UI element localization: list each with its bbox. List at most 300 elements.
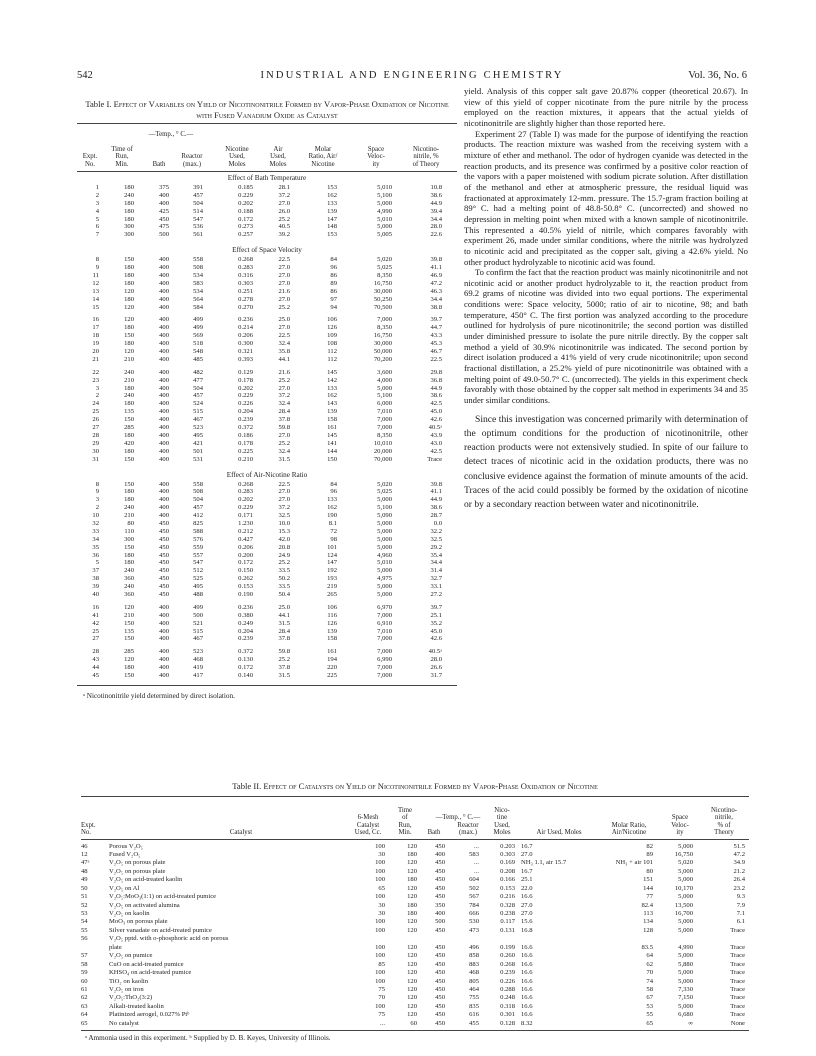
table-cell: 515 <box>193 408 203 416</box>
table-cell: 30 <box>92 447 99 455</box>
table-row <box>77 288 457 296</box>
table-cell: 13,500 <box>674 901 693 909</box>
table-cell: 419 <box>193 664 203 672</box>
table-cell: 240 <box>124 567 134 575</box>
table-cell: 27.0 <box>278 384 290 392</box>
table-cell: 12 <box>81 850 88 858</box>
table-row <box>77 440 457 448</box>
table-cell: 4,990 <box>678 943 693 951</box>
table-cell: 47.2 <box>733 850 745 858</box>
table-cell: 120 <box>407 969 417 977</box>
table-cell: 0.128 <box>500 1019 515 1027</box>
table-cell: 883 <box>469 960 479 968</box>
table-cell: 45.0 <box>430 627 442 635</box>
table-row <box>81 910 749 918</box>
table-cell: 27 <box>92 424 99 432</box>
table-cell: 80 <box>646 867 653 875</box>
table-1-section-title: Effect of Bath Temperature <box>227 174 307 182</box>
table-cell: 10,170 <box>674 884 693 892</box>
table-cell: 44.9 <box>430 496 442 504</box>
table-cell: 180 <box>124 384 134 392</box>
table-cell: 29 <box>92 439 99 447</box>
table-cell: 150 <box>124 671 134 679</box>
t2-col-nitrile: Nicotino- nitrile, % of Theory <box>710 806 738 837</box>
table-cell: 450 <box>159 559 169 567</box>
table-cell: 400 <box>159 355 169 363</box>
table-cell: 180 <box>124 488 134 496</box>
table-cell: 8,350 <box>377 431 392 439</box>
table-cell: 0.283 <box>238 488 253 496</box>
t2-col-mesh: 6-Mesh Catalyst Used, Cc. <box>354 814 382 837</box>
table-cell: 6.1 <box>736 918 745 926</box>
table-cell: 42.6 <box>430 416 442 424</box>
table-cell: 450 <box>159 543 169 551</box>
table-cell: V₂O₅ on activated alumina <box>109 901 180 909</box>
table-cell: 53 <box>646 1002 653 1010</box>
table-cell: 120 <box>124 348 134 356</box>
table-cell: 89 <box>646 850 653 858</box>
table-cell: 33.5 <box>278 583 290 591</box>
table-cell: 360 <box>124 575 134 583</box>
table-cell: 360 <box>124 590 134 598</box>
table-cell: 0.210 <box>238 455 253 463</box>
table-cell: 161 <box>327 424 337 432</box>
table-cell: 534 <box>193 287 203 295</box>
table-row <box>77 648 457 656</box>
table-cell: 400 <box>159 447 169 455</box>
table-cell: 450 <box>435 884 445 892</box>
table-cell: 523 <box>193 648 203 656</box>
table-cell: 0.249 <box>238 619 253 627</box>
table-cell: 84 <box>330 256 337 264</box>
table-cell: 41.1 <box>430 264 442 272</box>
table-cell: 180 <box>124 559 134 567</box>
table-cell: 5,020 <box>678 859 693 867</box>
table-cell: 30 <box>378 901 385 909</box>
table-cell: 475 <box>159 223 169 231</box>
table-cell: 0.140 <box>238 671 253 679</box>
table-cell: 499 <box>193 316 203 324</box>
table-cell: 124 <box>327 551 337 559</box>
table-cell: 86 <box>330 272 337 280</box>
table-cell: 7,000 <box>377 424 392 432</box>
table-cell: 5,000 <box>678 842 693 850</box>
table-1-title: Effect of Variables on Yield of Nicotinonitrile Formed by Vapor-Phase Oxidation of Nicotine with Fused Vanadium Oxide as Catalyst <box>113 99 449 120</box>
table-cell: 0.117 <box>500 918 515 926</box>
table-cell: 240 <box>124 583 134 591</box>
table-cell: 464 <box>469 985 479 993</box>
table-cell: 0.214 <box>238 324 253 332</box>
table-cell: 27.0 <box>521 850 533 858</box>
table-cell: 4,975 <box>377 575 392 583</box>
table-cell: 5,100 <box>377 504 392 512</box>
table-cell: 36.8 <box>430 376 442 384</box>
table-row <box>81 859 749 867</box>
col-space: Space Veloc- ity <box>367 145 385 168</box>
table-cell: 0.300 <box>238 340 253 348</box>
table-cell: 180 <box>124 272 134 280</box>
table-cell: 23 <box>92 376 99 384</box>
table-cell: 450 <box>435 867 445 875</box>
table-cell: 583 <box>193 279 203 287</box>
table-cell: 40.5 <box>278 223 290 231</box>
table-cell: 16,700 <box>674 910 693 917</box>
table-cell: 4 <box>95 207 99 215</box>
table-cell: 0.186 <box>238 431 253 439</box>
table-cell: 100 <box>375 867 385 875</box>
table-cell: 6,970 <box>377 603 392 611</box>
table-cell: 46.9 <box>430 272 442 280</box>
table-2-footnote: ᵃ Ammonia used in this experiment. ᵇ Supplied by D. B. Keyes, University of Illinois. <box>85 1034 331 1043</box>
table-cell: 0.301 <box>500 1011 515 1019</box>
table-cell: 502 <box>469 884 479 892</box>
table-cell: 5,000 <box>678 977 693 985</box>
table-cell: 34.9 <box>733 859 745 867</box>
table-cell: 0.200 <box>238 551 253 559</box>
table-cell: 180 <box>407 910 417 917</box>
table-cell: 0.0 <box>433 519 442 527</box>
table-row <box>81 1020 749 1028</box>
table-cell: 0.268 <box>238 256 253 264</box>
table-cell: 477 <box>193 376 203 384</box>
table-cell: 0.204 <box>238 408 253 416</box>
table-cell: 500 <box>159 231 169 239</box>
table-1-bottom-rule <box>77 685 457 686</box>
table-cell: 557 <box>193 551 203 559</box>
table-cell: 75 <box>378 1011 385 1019</box>
table-cell: 16.6 <box>521 994 533 1002</box>
table-cell: 0.169 <box>500 859 515 867</box>
table-cell: 5,000 <box>678 969 693 977</box>
table-cell: 220 <box>327 664 337 672</box>
table-cell: 116 <box>327 611 337 619</box>
table-cell: 27.0 <box>278 431 290 439</box>
table-cell: Trace <box>730 969 745 977</box>
table-cell: 450 <box>159 567 169 575</box>
table-cell: 8.1 <box>328 519 337 527</box>
table-1-group <box>77 648 457 680</box>
table-cell: 400 <box>159 424 169 432</box>
table-cell: 16,750 <box>373 332 392 340</box>
table-cell: 86 <box>330 287 337 295</box>
table-cell: 5,000 <box>678 893 693 901</box>
table-cell: 120 <box>407 943 417 951</box>
table-cell: 120 <box>124 316 134 324</box>
table-cell: 10.8 <box>430 184 442 191</box>
table-cell: 219 <box>327 583 337 591</box>
table-cell: TiO₂ on kaolin <box>109 977 149 985</box>
table-cell: 28.0 <box>430 223 442 231</box>
table-cell: 32.5 <box>278 512 290 520</box>
table-cell: 109 <box>327 332 337 340</box>
table-row <box>77 620 457 628</box>
table-cell: 22.5 <box>278 332 290 340</box>
table-cell: 0.229 <box>238 392 253 400</box>
table-cell: 450 <box>435 985 445 993</box>
col-expt: Expt. No. <box>82 153 98 168</box>
table-cell: 564 <box>193 295 203 303</box>
table-cell: 504 <box>193 496 203 504</box>
table-row <box>77 672 457 680</box>
table-cell: 0.129 <box>238 368 253 376</box>
table-cell: 38.6 <box>430 191 442 199</box>
table-cell: 120 <box>407 960 417 968</box>
table-row <box>81 969 749 977</box>
table-cell: V₂O₅ on porous plate <box>109 859 166 867</box>
table-cell: 120 <box>407 994 417 1002</box>
table-cell: 450 <box>435 1019 445 1027</box>
table-cell: 0.380 <box>238 611 253 619</box>
table-cell: 16.6 <box>521 943 533 951</box>
table-cell: 65 <box>378 884 385 892</box>
table-cell: 60 <box>410 1019 417 1027</box>
table-row <box>77 664 457 672</box>
t2-col-reactor: Reactor (max.) <box>457 821 479 837</box>
table-cell: 39.8 <box>430 480 442 488</box>
table-cell: 49 <box>81 876 88 884</box>
table-cell: 194 <box>327 656 337 664</box>
table-cell: 468 <box>469 969 479 977</box>
table-cell: 496 <box>469 943 479 951</box>
table-cell: 25.2 <box>278 439 290 447</box>
table-cell: 48 <box>81 867 88 875</box>
table-cell: 128 <box>643 926 653 934</box>
table-cell: 0.328 <box>500 901 515 909</box>
table-cell: 450 <box>159 535 169 543</box>
table-cell: 43.0 <box>430 439 442 447</box>
table-cell: 0.172 <box>238 664 253 672</box>
table-cell: 65 <box>81 1019 88 1027</box>
table-1-footnote: ᵃ Nicotinonitrile yield determined by direct isolation. <box>83 691 235 700</box>
table-cell: 80 <box>127 519 134 527</box>
table-cell: 29.2 <box>430 543 442 551</box>
table-1-section-title: Effect of Space Velocity <box>232 246 302 255</box>
table-cell: 240 <box>124 191 134 199</box>
table-cell: 151 <box>643 876 653 884</box>
table-cell: 126 <box>327 324 337 332</box>
table-cell: 450 <box>435 952 445 960</box>
table-cell: 5,000 <box>377 496 392 504</box>
table-row <box>77 536 457 544</box>
table-cell: 400 <box>159 272 169 280</box>
table-1-group <box>77 469 457 599</box>
table-cell: 421 <box>193 439 203 447</box>
table-row <box>77 223 457 231</box>
table-cell: 400 <box>159 279 169 287</box>
table-cell: 180 <box>124 447 134 455</box>
table-cell: 499 <box>193 324 203 332</box>
table-cell: Trace <box>730 943 745 951</box>
table-cell: 2 <box>95 504 99 512</box>
table-cell: 400 <box>159 295 169 303</box>
table-cell: 2 <box>95 191 99 199</box>
table-cell: 180 <box>124 199 134 207</box>
t2-col-expt: Expt. No. <box>81 821 96 837</box>
table-cell: 0.303 <box>500 850 515 858</box>
table-cell: 27.0 <box>278 279 290 287</box>
table-cell: 29.8 <box>430 368 442 376</box>
table-cell: 16,750 <box>373 279 392 287</box>
table-cell: 5,100 <box>377 392 392 400</box>
table-cell: 50.2 <box>278 575 290 583</box>
table-cell: 22.6 <box>430 231 442 239</box>
table-row <box>77 296 457 304</box>
table-cell: 16 <box>92 316 99 324</box>
table-row <box>77 552 457 560</box>
table-cell: 500 <box>435 918 445 926</box>
table-cell: 0.206 <box>238 543 253 551</box>
table-cell: CuO on acid-treated pumice <box>109 960 184 968</box>
table-cell: 180 <box>124 496 134 504</box>
table-row <box>77 512 457 520</box>
table-cell: 7,000 <box>377 416 392 424</box>
table-cell: 25.1 <box>430 611 442 619</box>
table-cell: 37.8 <box>278 416 290 424</box>
table-cell: 576 <box>193 535 203 543</box>
table-cell: 5 <box>95 559 99 567</box>
table-cell: 150 <box>124 480 134 488</box>
table-cell: 145 <box>327 368 337 376</box>
table-cell: Silver vanadate on acid-treated pumice <box>109 926 212 934</box>
table-cell: 12 <box>92 279 99 287</box>
table-cell: 100 <box>375 1002 385 1010</box>
table-cell: 17 <box>92 324 99 332</box>
table-cell: 27.0 <box>278 264 290 272</box>
table-cell: 61 <box>81 985 88 993</box>
table-cell: 46.7 <box>430 348 442 356</box>
table-row <box>77 544 457 552</box>
table-cell: 400 <box>159 332 169 340</box>
table-cell: 42 <box>92 619 99 627</box>
table-cell: 180 <box>124 279 134 287</box>
table-cell: 150 <box>124 635 134 643</box>
table-cell: 33 <box>92 527 99 535</box>
table-cell: 450 <box>435 842 445 850</box>
table-cell: 26.6 <box>430 664 442 672</box>
table-cell: Porous V₂O₅ <box>109 842 143 850</box>
running-header <box>77 70 747 84</box>
table-cell: 8 <box>95 256 99 264</box>
table-cell: 0.153 <box>500 884 515 892</box>
table-cell: 473 <box>469 926 479 934</box>
table-cell: 0.273 <box>238 223 253 231</box>
table-cell: 42.5 <box>430 447 442 455</box>
table-row <box>77 392 457 400</box>
table-cell: 16.6 <box>521 952 533 960</box>
table-cell: 158 <box>327 635 337 643</box>
table-cell: 31 <box>92 455 99 463</box>
table-cell: 534 <box>193 272 203 280</box>
table-cell: 59.8 <box>278 648 290 656</box>
table-cell: 457 <box>193 392 203 400</box>
table-cell: 32.2 <box>430 527 442 535</box>
table-cell: 450 <box>435 876 445 884</box>
table-cell: 25.2 <box>278 559 290 567</box>
table-cell: 22.5 <box>278 480 290 488</box>
table-cell: 8 <box>95 480 99 488</box>
body-paragraph: Experiment 27 (Table I) was made for the purpose of identifying the reaction products. The reaction mixture was washed from the receiving system with a mixture of ether and methanol. The odor of hydrogen cyanide was detected in the reaction products, and its presence was confirmed by a positive color reaction of the vapors with a paper moistened with sodium picrate solution. After distillation of the methanol and ether at atmospheric pressure, the residual liquid was fractionated at approximately 12-mm. pressure. The 15.7-gram fraction boiling at 89° C. had a melting point of 48.8-50.8° C. (uncorrected) and showed no depression in melting point when mixed with a known sample of nicotinonitrile. This represented a 40.5% yield of nitrile, which compares favorably with experiment 26, made under similar conditions, where the nitrile was hydrolyzed to nicotinic acid and precipitated as the copper salt, giving a 42.6% yield. No other product hydrolyzable to nicotinic acid was found. <box>464 128 748 267</box>
table-cell: 150 <box>124 619 134 627</box>
table-cell: 113 <box>643 910 653 917</box>
table-cell: 5,010 <box>377 215 392 223</box>
table-cell: Trace <box>730 1002 745 1010</box>
table-cell: 5,000 <box>678 926 693 934</box>
table-cell: 50 <box>81 884 88 892</box>
table-cell: 400 <box>159 488 169 496</box>
table-cell: 85 <box>378 960 385 968</box>
table-cell: 450 <box>435 994 445 1002</box>
table-cell: 22.0 <box>521 884 533 892</box>
table-cell: 100 <box>375 893 385 901</box>
table-cell: 531 <box>193 455 203 463</box>
table-cell: 58 <box>81 960 88 968</box>
table-cell: 31.7 <box>430 671 442 679</box>
table-cell: 19 <box>92 340 99 348</box>
table-cell: 47ᵃ <box>81 859 90 867</box>
table-cell: ... <box>474 867 479 875</box>
table-cell: 16.6 <box>521 1011 533 1019</box>
table-cell: 30 <box>378 910 385 917</box>
table-cell: 265 <box>327 590 337 598</box>
table-cell: 72 <box>330 527 337 535</box>
table-cell: 16,750 <box>674 850 693 858</box>
table-cell: 150 <box>124 543 134 551</box>
table-cell: 100 <box>375 859 385 867</box>
table-cell: 28.7 <box>430 512 442 520</box>
table-cell: None <box>730 1019 745 1027</box>
table-cell: 44.1 <box>278 355 290 363</box>
table-row <box>77 504 457 512</box>
table-cell: 285 <box>124 424 134 432</box>
table-cell: 0.321 <box>238 348 253 356</box>
table-cell: 180 <box>124 264 134 272</box>
table-cell: 400 <box>159 431 169 439</box>
table-cell: 240 <box>124 368 134 376</box>
table-cell: 62 <box>646 960 653 968</box>
table-row <box>77 432 457 440</box>
table-cell: 162 <box>327 191 337 199</box>
table-cell: 10 <box>92 512 99 520</box>
table-cell: 0.318 <box>500 1002 515 1010</box>
table-row <box>81 978 749 986</box>
table-cell: 15 <box>92 303 99 311</box>
table-cell: 139 <box>327 627 337 635</box>
table-cell: 0.226 <box>500 977 515 985</box>
table-cell: 16 <box>92 603 99 611</box>
table-cell: 530 <box>469 918 479 926</box>
table-cell: 180 <box>407 850 417 858</box>
table-row <box>77 520 457 528</box>
table-cell: 450 <box>159 519 169 527</box>
journal-title: INDUSTRIAL AND ENGINEERING CHEMISTRY <box>260 70 564 81</box>
table-cell: 50.4 <box>278 590 290 598</box>
table-cell: 16.7 <box>521 867 533 875</box>
table-cell: 44.9 <box>430 199 442 207</box>
table-cell: 450 <box>159 583 169 591</box>
table-cell: 97 <box>330 295 337 303</box>
table-cell: 400 <box>159 316 169 324</box>
table-cell: 0.178 <box>238 376 253 384</box>
table-cell: 35.2 <box>430 619 442 627</box>
table-1-section-title: Effect of Air-Nicotine Ratio <box>226 470 308 479</box>
table-row <box>81 994 749 1002</box>
table-cell: 13 <box>92 287 99 295</box>
t2-col-nicotine: Nico- tine Used, Moles <box>493 806 511 837</box>
table-cell: 45.0 <box>430 408 442 416</box>
table-cell: 0.238 <box>500 910 515 917</box>
table-row <box>77 200 457 208</box>
table-cell: 39.7 <box>430 603 442 611</box>
